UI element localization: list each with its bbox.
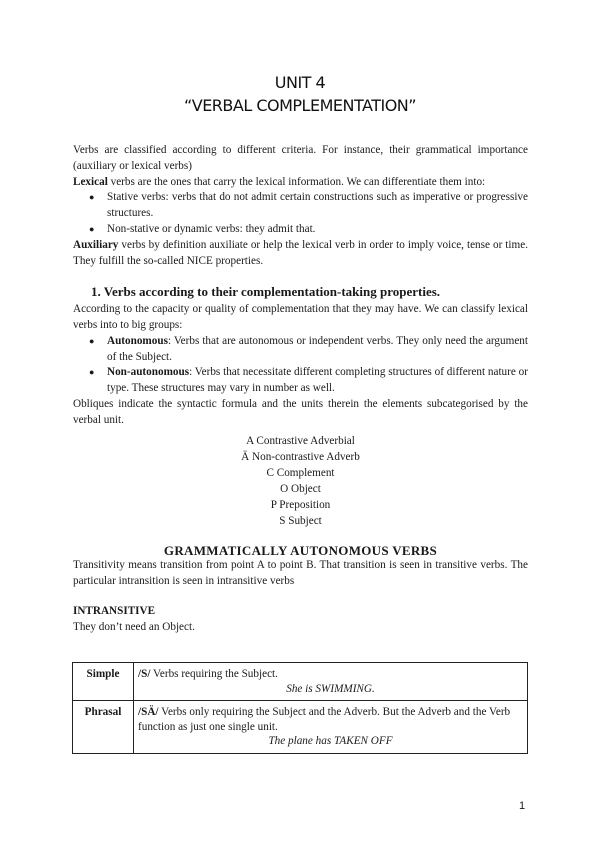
description: Verbs requiring the Subject.	[150, 668, 278, 680]
section1-paragraph: According to the capacity or quality of complementation that they may have. We can classify lexical verbs into to big groups:	[73, 303, 528, 331]
page-number: 1	[519, 800, 526, 812]
auxiliary-term: Auxiliary	[73, 238, 119, 251]
abbreviation-item: Ä Non-contrastive Adverb	[241, 450, 360, 463]
abbreviation-item: A Contrastive Adverbial	[246, 434, 355, 447]
transitivity-paragraph: Transitivity means transition from point A to point B. That transition is seen in transitive verbs. The particular intransition is seen in intransitive verbs	[73, 559, 528, 588]
formula: /SÄ/	[138, 706, 159, 718]
row-content	[134, 701, 528, 754]
intransitive-heading: INTRANSITIVE	[73, 604, 156, 617]
section1-heading: 1. Verbs according to their complementation-taking properties.	[91, 284, 441, 300]
row-content	[134, 663, 528, 701]
description: Verbs only requiring the Subject and the Adverb. But the Adverb and the Verb function as just one single unit.	[138, 706, 511, 733]
list-item: ● Non-stative or dynamic verbs: they admit that.	[107, 222, 528, 238]
example: She is SWIMMING.	[286, 682, 375, 695]
bullet-icon: ●	[89, 367, 95, 378]
obliques-paragraph: Obliques indicate the syntactic formula and the units therein the elements subcategorised by the verbal unit.	[73, 397, 528, 426]
formula: /S/	[138, 668, 151, 680]
intro-paragraph: Verbs are classified according to different criteria. For instance, their grammatical importance (auxiliary or lexical verbs)	[73, 144, 528, 172]
table-row	[73, 701, 528, 754]
abbreviation-item: C Complement	[266, 466, 335, 479]
list-item: ● Stative verbs: verbs that do not admit certain constructions such as imperative or progressive structures.	[89, 191, 528, 220]
list-item: ● Non-autonomous: Verbs that necessitate different completing structures of different nature or type. These structures may vary in number as well.	[89, 366, 528, 395]
bullet-icon: ●	[89, 335, 95, 346]
lexical-term: Lexical	[73, 175, 108, 188]
example: The plane has TAKEN OFF	[268, 735, 393, 747]
bullet-icon: ●	[89, 223, 95, 234]
lexical-text: verbs are the ones that carry the lexical information. We can differentiate them into:	[107, 175, 486, 188]
row-label: Phrasal	[73, 701, 134, 754]
abbreviation-list	[73, 433, 528, 529]
abbreviation-item: P Preposition	[270, 498, 331, 511]
list-item: ● Autonomous: Verbs that are autonomous or independent verbs. They only need the argument of the Subject.	[89, 334, 528, 363]
unit-title: UNIT 4	[274, 73, 326, 92]
row-label: Simple	[73, 663, 134, 701]
auxiliary-text: verbs by definition auxiliate or help the lexical verb in order to imply voice, tense or time. They fulfill the so-called NICE properties.	[73, 238, 528, 267]
intransitive-table	[72, 662, 528, 754]
auxiliary-paragraph	[73, 238, 528, 270]
section2-heading: GRAMMATICALLY AUTONOMOUS VERBS	[163, 542, 438, 558]
unit-subtitle: “VERBAL COMPLEMENTATION”	[183, 96, 417, 115]
lexical-paragraph	[73, 175, 528, 191]
verb-types-list	[73, 334, 528, 397]
bullet-icon: ●	[89, 192, 95, 203]
lexical-bullet-list	[73, 190, 528, 237]
table-row	[73, 663, 528, 701]
document-body	[73, 143, 528, 636]
abbreviation-item: O Object	[280, 482, 321, 495]
abbreviation-item: S Subject	[279, 514, 322, 527]
intransitive-text: They don’t need an Object.	[73, 620, 195, 633]
